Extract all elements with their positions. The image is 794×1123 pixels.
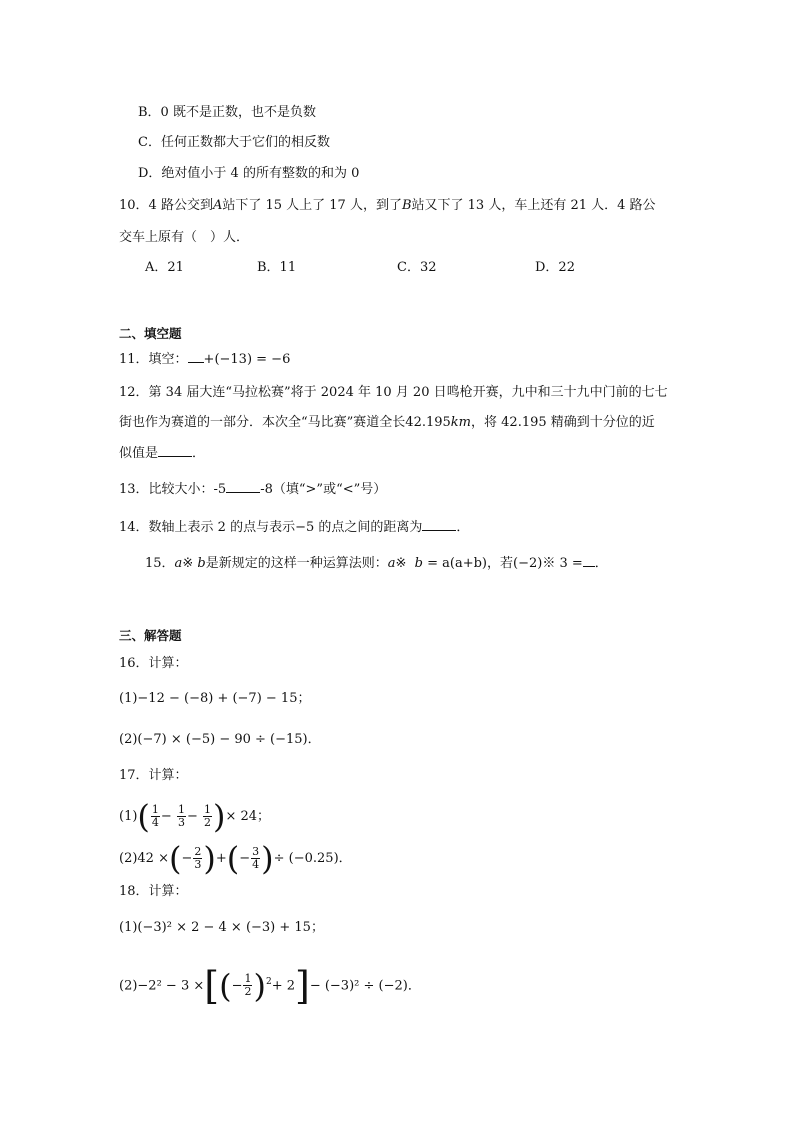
q14: 14．数轴上表示 2 的点与表示−5 的点之间的距离为 ． xyxy=(119,520,470,535)
q13: 13．比较大小：-5 -8（填“>”或“<”号） xyxy=(119,482,387,497)
q12-line2: 街也作为赛道的一部分．本次全“马比赛”赛道全长42.195km，将 42.195 精确到十分位的近 xyxy=(119,415,655,430)
answer-blank xyxy=(158,444,192,457)
answer-blank xyxy=(188,350,204,363)
section-fill-in-heading: 二、填空题 xyxy=(119,326,182,341)
q17-expr-1: (1)( $\frac{1}{4}$ − $\frac{1}{3}$ − $\frac{1}{2}$ )× 24； xyxy=(119,797,271,836)
q16-expr-2: (2)(−7) × (−5) − 90 ÷ (−15)． xyxy=(119,732,321,747)
q9-option-c: C．任何正数都大于它们的相反数 xyxy=(138,135,330,150)
q17-title: 17．计算： xyxy=(119,768,188,783)
q10-option-d: D．22 xyxy=(535,260,575,275)
q10-option-b: B．11 xyxy=(257,260,297,275)
q17-expr-2: (2)42 ×(− $\frac{2}{3}$ )+(− $\frac{3}{4}$ )÷ (−0.25)． xyxy=(119,839,352,878)
q10-option-a: A．21 xyxy=(145,260,184,275)
q9-option-b: B．0 既不是正数，也不是负数 xyxy=(138,105,316,120)
answer-blank xyxy=(583,554,595,567)
q18-title: 18．计算： xyxy=(119,884,188,899)
q15: 15．a※ b是新规定的这样一种运算法则：a※ b = a(a+b)，若(−2)※ 3 = ． xyxy=(145,556,608,571)
q16-title: 16．计算： xyxy=(119,656,188,671)
q10-option-c: C．32 xyxy=(397,260,437,275)
answer-blank xyxy=(226,480,260,493)
q10-line1: 10．4 路公交到A站下了 15 人上了 17 人，到了B站又下了 13 人，车上还有 21 人．4 路公 xyxy=(119,198,656,213)
section-solve-heading: 三、解答题 xyxy=(119,628,182,643)
q18-expr-1: (1)(−3)² × 2 − 4 × (−3) + 15； xyxy=(119,920,324,935)
q12-line1: 12．第 34 届大连“马拉松赛”将于 2024 年 10 月 20 日鸣枪开赛，九中和三十九中门前的七七 xyxy=(119,385,668,400)
q12-line3: 似值是 ． xyxy=(119,446,206,461)
q9-option-d: D．绝对值小于 4 的所有整数的和为 0 xyxy=(138,166,360,181)
q11: 11．填空： +(−13) = −6 xyxy=(119,352,291,367)
q18-expr-2: (2)−2² − 3 ×[(− $\frac{1}{2}$ )$^2$+ 2]− (−3)² ÷ (−2)． xyxy=(119,963,421,1008)
q10-line2: 交车上原有（ ）人． xyxy=(119,230,250,245)
answer-blank xyxy=(422,518,456,531)
q16-expr-1: (1)−12 − (−8) + (−7) − 15； xyxy=(119,691,311,706)
